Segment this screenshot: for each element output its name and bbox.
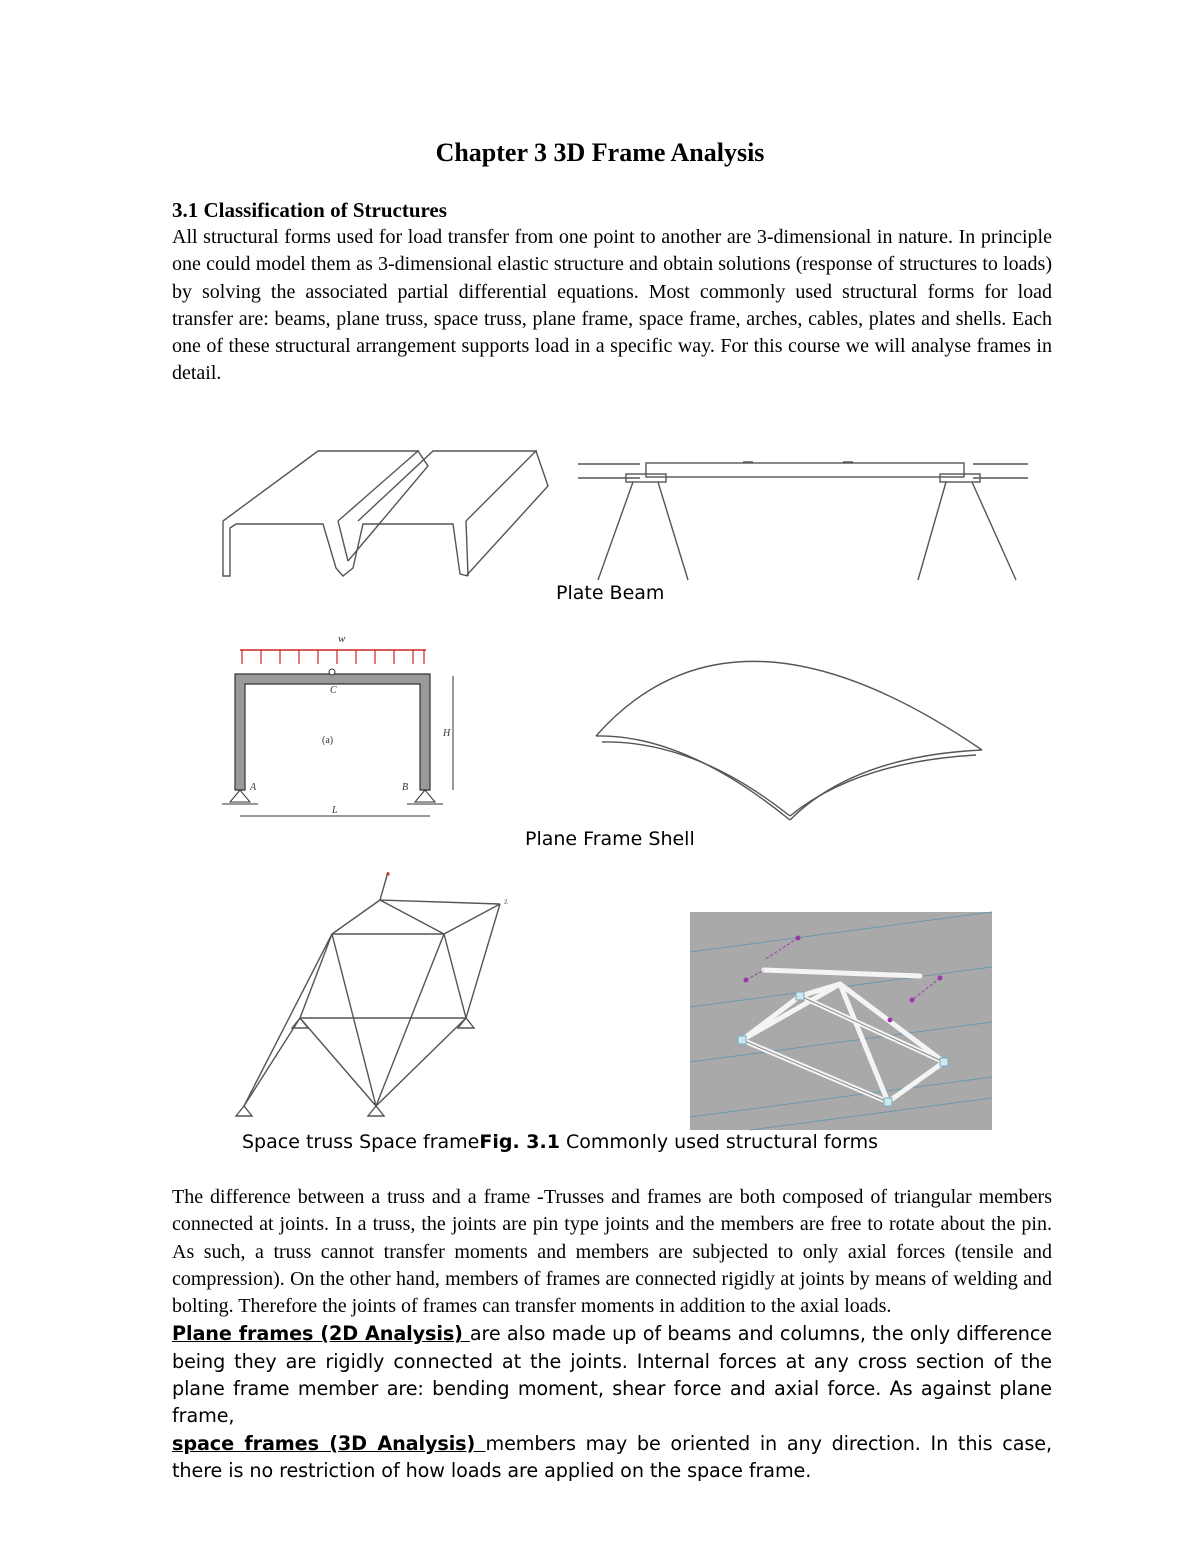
space-frames-paragraph xyxy=(172,1430,1052,1485)
space-truss-figure xyxy=(230,868,520,1130)
row3-caption-prefix: Space truss Space frame xyxy=(242,1131,480,1153)
support-b-label: B xyxy=(402,782,409,793)
plane-frame-figure xyxy=(210,630,470,822)
space-frames-text: members may be oriented in any direction. In this case, there is no restriction of how loads are applied on the space frame. xyxy=(172,1431,1052,1482)
axis-z-label: z xyxy=(504,896,508,906)
intro-text: All structural forms used for load transfer from one point to another are 3-dimensional in nature. In principle one could model them as 3-dimensional elastic structure and obtain solutions (response of structures to loads) by solving the associated partial differential equations. Most commonly used structural forms for load transfer are: beams, plane truss, space truss, plane frame, space frame, arches, cables, plates and shells. Each one of these structural arrangement supports load in a specific way. For this course we will analyse frames in detail. xyxy=(172,226,1052,385)
page-title: Chapter 3 3D Frame Analysis xyxy=(435,138,765,167)
body-paragraphs xyxy=(172,1184,1052,1484)
row1-caption: Plate Beam xyxy=(556,582,665,604)
folded-plate-figure xyxy=(218,446,558,581)
hinge-c-label: C xyxy=(330,685,337,696)
row3-caption xyxy=(242,1131,878,1153)
truss-vs-frame-paragraph: The difference between a truss and a frame -Trusses and frames are both composed of triangular members connected at joints. In a truss, the joints are pin type joints and the members are free to rotate about the pin. As such, a truss cannot transfer moments and members are subjected to only axial forces (tensile and compression). On the other hand, members of frames are connected rigidly at joints by means of welding and bolting. Therefore the joints of frames can transfer moments in addition to the axial loads. xyxy=(172,1186,1052,1318)
plane-frames-term: Plane frames (2D Analysis) xyxy=(172,1322,470,1346)
fig-a-label: (a) xyxy=(322,735,334,746)
space-frame-render xyxy=(690,912,992,1130)
fig-caption: Commonly used structural forms xyxy=(559,1131,878,1153)
intro-paragraph xyxy=(172,224,1052,388)
fig-label: Fig. 3.1 xyxy=(479,1131,560,1153)
section-heading: 3.1 Classification of Structures xyxy=(172,198,447,222)
length-l-label: L xyxy=(332,805,338,816)
beam-figure xyxy=(578,458,1028,583)
height-h-label: H xyxy=(443,728,451,739)
plane-frames-text: are also made up of beams and columns, the only difference being they are rigidly connected at the joints. Internal forces at any cross section of the plane frame member are: bending moment, shear force and axial force. As against plane frame, xyxy=(172,1322,1052,1428)
support-a-label: A xyxy=(250,782,257,793)
row2-caption: Plane Frame Shell xyxy=(525,828,695,850)
space-frames-term: space frames (3D Analysis) xyxy=(172,1431,486,1455)
shell-figure xyxy=(594,630,986,822)
plane-frames-paragraph xyxy=(172,1320,1052,1429)
load-w-label: w xyxy=(338,633,346,645)
